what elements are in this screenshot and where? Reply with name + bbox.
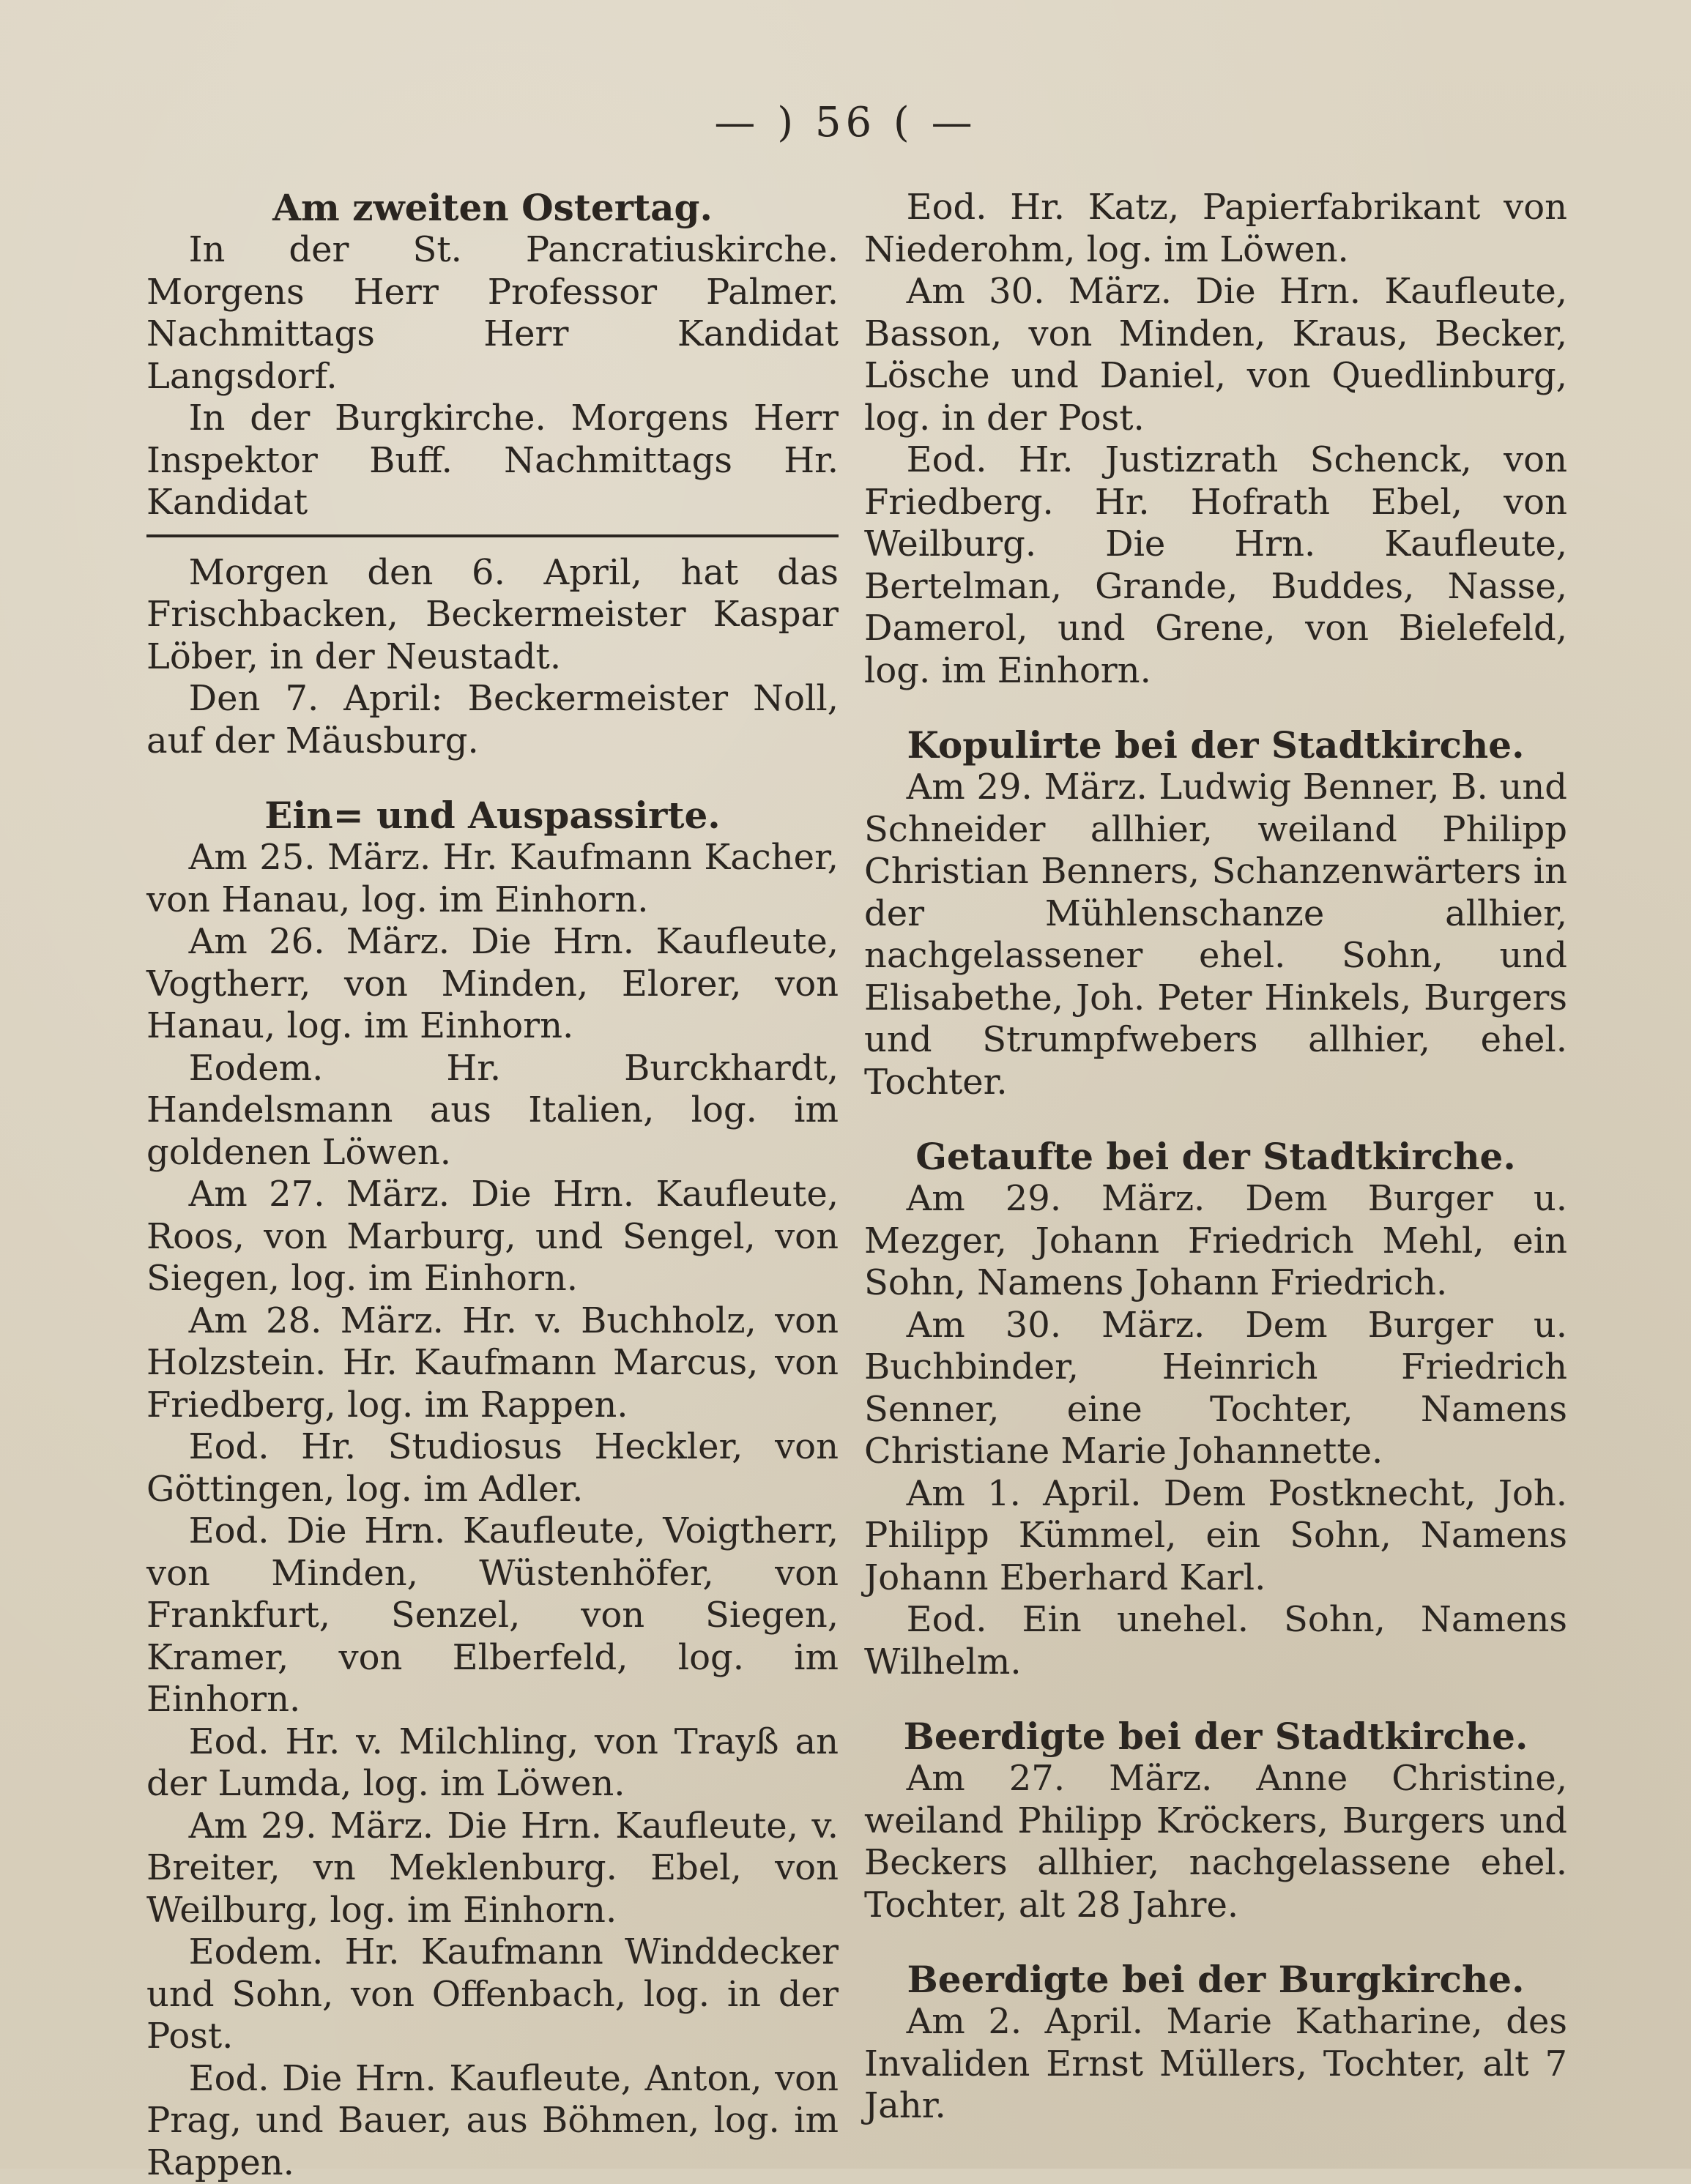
section-divider	[146, 534, 839, 537]
list-item: Am 27. März. Die Hrn. Kaufleute, Roos, von Marburg, und Sengel, von Siegen, log. im Einhorn.	[146, 1174, 839, 1300]
list-item: Eod. Die Hrn. Kaufleute, Anton, von Prag, und Bauer, aus Böhmen, log. im Rappen.	[146, 2058, 839, 2184]
paragraph-beerdigte-burgkirche: Am 2. April. Marie Katharine, des Invaliden Ernst Müllers, Tochter, alt 7 Jahr.	[864, 2001, 1567, 2128]
list-item: Eod. Hr. v. Milchling, von Trayß an der Lumda, log. im Löwen.	[146, 1721, 839, 1805]
paragraph-burgkirche: In der Burgkirche. Morgens Herr Inspektor Buff. Nachmittags Hr. Kandidat	[146, 398, 839, 524]
list-item: Am 25. März. Hr. Kaufmann Kacher, von Hanau, log. im Einhorn.	[146, 837, 839, 921]
list-item: Am 30. März. Die Hrn. Kaufleute, Basson, von Minden, Kraus, Becker, Lösche und Daniel, von Quedlinburg, log. in der Post.	[864, 271, 1567, 439]
spacer	[864, 1926, 1567, 1958]
section-title-beerdigte-burgkirche: Beerdigte bei der Burgkirche.	[864, 1958, 1567, 2001]
section-title-getaufte: Getaufte bei der Stadtkirche.	[864, 1136, 1567, 1178]
list-item: Am 30. März. Dem Burger u. Buchbinder, Heinrich Friedrich Senner, eine Tochter, Namens Christiane Marie Johannette.	[864, 1305, 1567, 1473]
list-item: Eodem. Hr. Kaufmann Winddecker und Sohn, von Offenbach, log. in der Post.	[146, 1931, 839, 2058]
paragraph-7-april: Den 7. April: Beckermeister Noll, auf der Mäusburg.	[146, 678, 839, 762]
page-number: — ) 56 ( —	[0, 99, 1691, 146]
spacer	[864, 692, 1567, 724]
right-column	[864, 187, 1567, 2128]
list-item: Eodem. Hr. Burckhardt, Handelsmann aus Italien, log. im goldenen Löwen.	[146, 1048, 839, 1174]
section-title-passirte: Ein= und Auspassirte.	[146, 794, 839, 837]
list-item: Am 28. März. Hr. v. Buchholz, von Holzstein. Hr. Kaufmann Marcus, von Friedberg, log. im Rappen.	[146, 1300, 839, 1427]
list-item: Am 1. April. Dem Postknecht, Joh. Philipp Kümmel, ein Sohn, Namens Johann Eberhard Karl.	[864, 1473, 1567, 1600]
paragraph-pancratius: In der St. Pancratiuskirche. Morgens Herr Professor Palmer. Nachmittags Herr Kandidat Langsdorf.	[146, 229, 839, 398]
spacer	[864, 1683, 1567, 1715]
section-title-beerdigte-stadtkirche: Beerdigte bei der Stadtkirche.	[864, 1715, 1567, 1758]
paragraph-beerdigte-stadtkirche: Am 27. März. Anne Christine, weiland Philipp Kröckers, Burgers und Beckers allhier, nachgelassene ehel. Tochter, alt 28 Jahre.	[864, 1758, 1567, 1926]
list-item: Eod. Hr. Justizrath Schenck, von Friedberg. Hr. Hofrath Ebel, von Weilburg. Die Hrn. Kaufleute, Bertelman, Grande, Buddes, Nasse, Damerol, und Grene, von Bielefeld, log. im Einhorn.	[864, 439, 1567, 692]
section-title-kopulirte: Kopulirte bei der Stadtkirche.	[864, 724, 1567, 767]
list-item: Eod. Hr. Katz, Papierfabrikant von Niederohm, log. im Löwen.	[864, 187, 1567, 271]
list-item: Am 29. März. Dem Burger u. Mezger, Johann Friedrich Mehl, ein Sohn, Namens Johann Friedrich.	[864, 1178, 1567, 1305]
paragraph-kopulirte: Am 29. März. Ludwig Benner, B. und Schneider allhier, weiland Philipp Christian Benners, Schanzenwärters in der Mühlenschanze allhier, nachgelassener ehel. Sohn, und Elisabethe, Joh. Peter Hinkels, Burgers und Strumpfwebers allhier, ehel. Tochter.	[864, 767, 1567, 1103]
spacer	[146, 762, 839, 794]
section-title-ostertag: Am zweiten Ostertag.	[146, 187, 839, 229]
left-column	[146, 187, 839, 2184]
list-item: Am 26. März. Die Hrn. Kaufleute, Vogtherr, von Minden, Elorer, von Hanau, log. im Einhorn.	[146, 921, 839, 1048]
list-item: Eod. Hr. Studiosus Heckler, von Göttingen, log. im Adler.	[146, 1426, 839, 1510]
list-item: Am 29. März. Die Hrn. Kaufleute, v. Breiter, vn Meklenburg. Ebel, von Weilburg, log. im Einhorn.	[146, 1805, 839, 1932]
list-item: Eod. Die Hrn. Kaufleute, Voigtherr, von Minden, Wüstenhöfer, von Frankfurt, Senzel, von Siegen, Kramer, von Elberfeld, log. im Einhorn.	[146, 1510, 839, 1721]
paragraph-frischbacken: Morgen den 6. April, hat das Frischbacken, Beckermeister Kaspar Löber, in der Neustadt.	[146, 552, 839, 679]
list-item: Eod. Ein unehel. Sohn, Namens Wilhelm.	[864, 1599, 1567, 1683]
spacer	[864, 1103, 1567, 1136]
